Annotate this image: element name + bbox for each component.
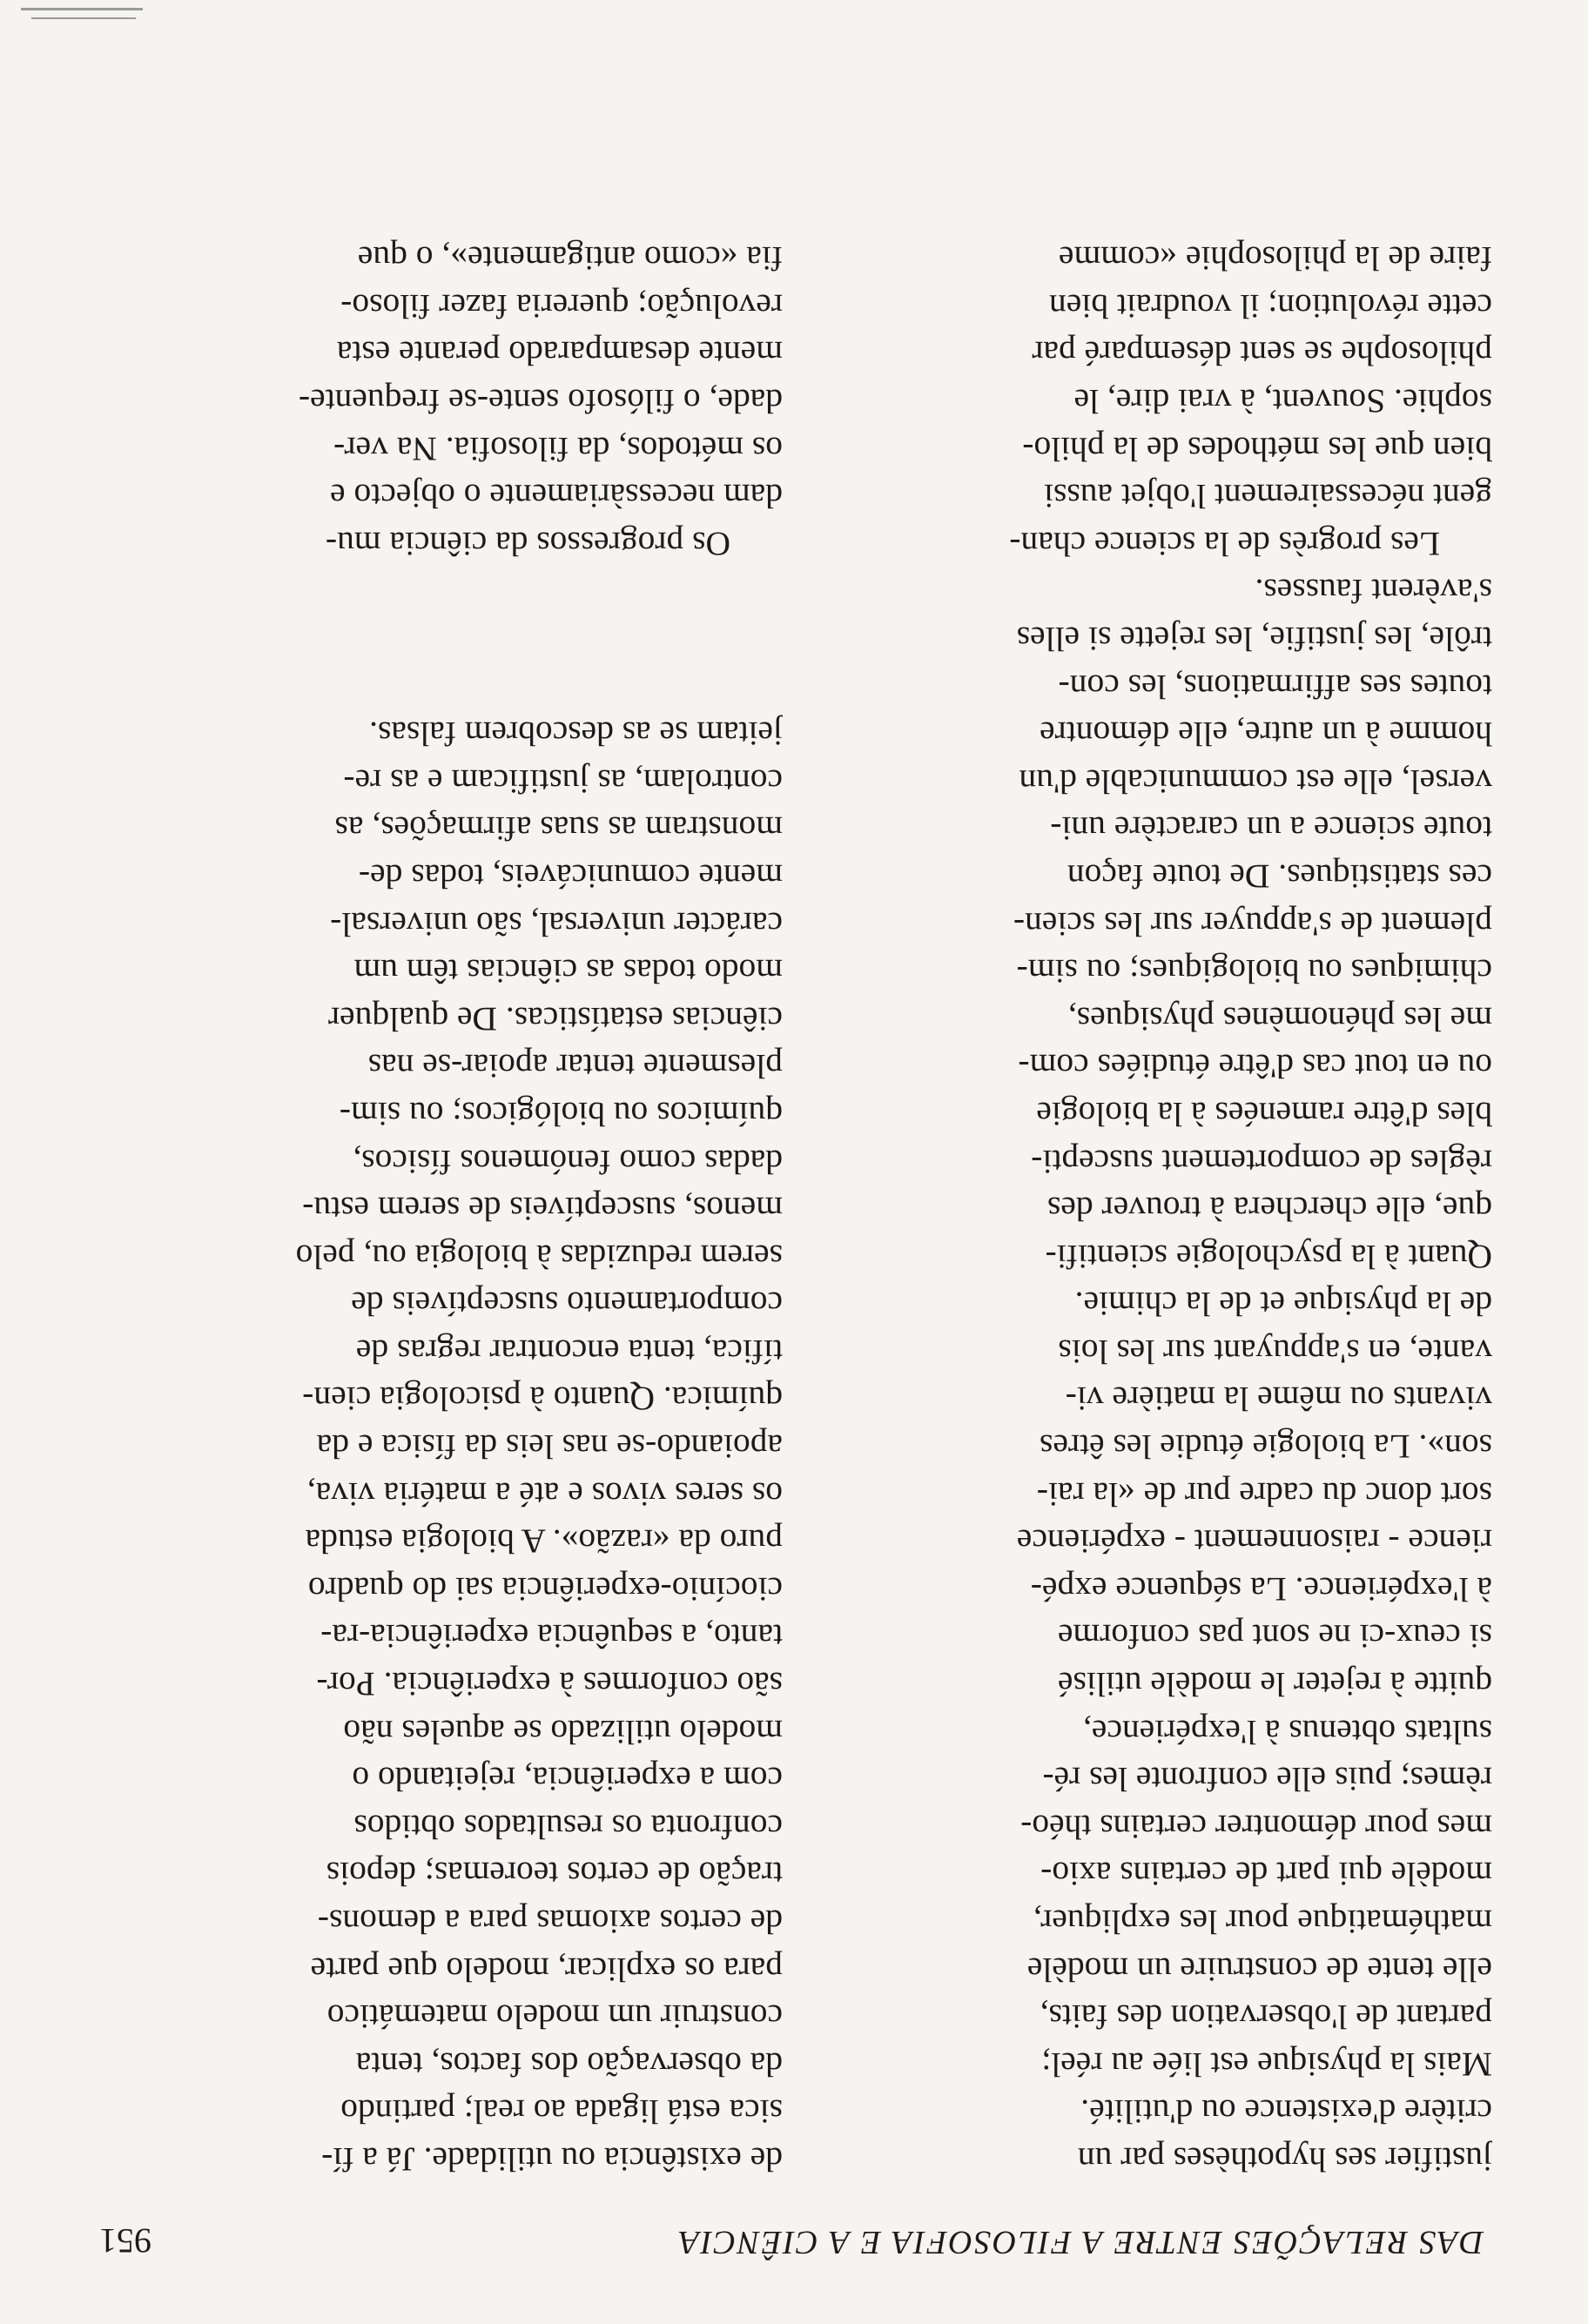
text-line: mente desamparado perante esta — [336, 334, 783, 373]
text-line: fia «como antigamente», o que — [357, 239, 783, 279]
text-line: ciocínio-experiência sai do quadro — [307, 1569, 783, 1609]
text-line: ou en tout cas d'être étudiées com- — [1018, 1047, 1492, 1086]
text-line: química. Quanto à psicologia cien- — [302, 1380, 783, 1419]
text-line: modèle qui part de certains axio- — [1040, 1855, 1492, 1894]
paragraph-gap — [134, 568, 783, 615]
text-line: versel, elle est communicable d'un — [1019, 762, 1492, 801]
text-line: quitte à rejeter le modèle utilisé — [1057, 1665, 1492, 1704]
text-line: cette révolution; il voudrait bien — [1049, 286, 1492, 326]
text-line: dadas como fenómenos físicos, — [353, 1142, 783, 1181]
text-line: menos, susceptíveis de serem estu- — [302, 1190, 783, 1229]
text-line: modelo utilizado se aqueles não — [343, 1712, 783, 1751]
text-line: mes pour démontrer certains théo- — [1020, 1807, 1492, 1846]
text-line: apoiando-se nas leis da física e da — [316, 1427, 783, 1467]
text-line: son». La biologie étudie les êtres — [1040, 1427, 1492, 1467]
text-line: carácter universal, são universal- — [330, 904, 783, 944]
text-line: philosophe se sent désemparé par — [1032, 334, 1492, 373]
text-line: tanto, a sequência experiência-ra- — [320, 1617, 783, 1656]
text-line: ces statistiques. De toute façon — [1067, 856, 1492, 896]
text-line: chimiques ou biologiques; ou sim- — [1016, 952, 1492, 991]
text-line: plesmente tentar apoiar-se nas — [367, 1047, 783, 1086]
text-line: mente comunicáveis, todas de- — [359, 856, 783, 896]
text-line: Mais la physique est liée au réel; — [1041, 2045, 1492, 2084]
text-line: elle tente de construire un modèle — [1026, 1950, 1492, 1989]
text-line: serem reduzidas à biologia ou, pelo — [295, 1237, 783, 1276]
text-line: de la physique et de la chimie. — [1074, 1285, 1492, 1324]
text-line: faire de la philosophie «comme — [1059, 239, 1492, 279]
scan-edge-mark — [31, 17, 136, 19]
text-line: comportamento susceptíveis de — [351, 1285, 783, 1324]
paragraph-gap — [134, 662, 783, 710]
text-line: controlam, as justificam e as re- — [343, 762, 783, 801]
text-line: bien que les méthodes de la philo- — [1022, 429, 1492, 468]
page-header — [99, 2209, 1484, 2261]
text-line: rience - raisonnement - expérience — [1016, 1522, 1492, 1562]
text-line: à l'expérience. La séquence expé- — [1030, 1569, 1492, 1609]
portuguese-column — [134, 235, 783, 2183]
text-line: toutes ses affirmations, les con- — [1058, 667, 1492, 706]
text-line: toute science a un caractère uni- — [1050, 809, 1492, 849]
text-line: gent nécessairement l'objet aussi — [1044, 477, 1492, 516]
running-title: DAS RELAÇÕES ENTRE A FILOSOFIA E A CIÊNCIA — [677, 2224, 1484, 2260]
text-line: para os explicar, modelo que parte — [310, 1950, 783, 1989]
text-line: Quant à la psychologie scientifi- — [1045, 1237, 1492, 1276]
text-line: sort donc du cadre pur de «la rai- — [1036, 1474, 1492, 1514]
text-line: com a experiência, rejeitando o — [352, 1760, 783, 1799]
text-line: Os progressos da ciência mu- — [325, 524, 730, 563]
text-line: são conformes à experiência. Por- — [316, 1665, 783, 1704]
text-line: homme à un autre, elle démontre — [1040, 715, 1492, 754]
text-line: modo todas as ciências têm um — [353, 952, 783, 991]
text-line: s'avèrent fausses. — [1255, 572, 1492, 611]
text-line: rèmes; puis elle confronte les ré- — [1042, 1760, 1492, 1799]
text-line: mathématique pour les expliquer, — [1033, 1903, 1492, 1942]
text-line: tração de certos teoremas; depois — [326, 1855, 783, 1894]
text-line: ciências estatísticas. De qualquer — [327, 999, 783, 1038]
text-line: me les phénomènes physiques, — [1067, 999, 1492, 1038]
text-line: vivants ou même la matière vi- — [1065, 1380, 1492, 1419]
text-line: critère d'existence ou d'utilité. — [1080, 2092, 1492, 2132]
scan-edge-mark — [21, 8, 143, 10]
text-line: os métodos, da filosofia. Na ver- — [333, 429, 783, 468]
text-line: sophie. Souvent, à vrai dire, le — [1073, 382, 1492, 421]
text-line: que, elle cherchera à trouver des — [1046, 1190, 1492, 1229]
text-line: os seres vivos e até a matéria viva, — [306, 1474, 783, 1514]
text-line: da observação dos factos, tenta — [355, 2045, 783, 2084]
text-line: bles d'être ramenées à la biologie — [1036, 1094, 1492, 1133]
text-line: puro da «razão». A biologia estuda — [305, 1522, 783, 1562]
text-line: règles de comportement suscepti- — [1031, 1142, 1492, 1181]
text-line: construir um modelo matemático — [326, 1998, 783, 2037]
text-line: monstram as suas afirmações, as — [334, 809, 783, 849]
text-line: de existência ou utilidade. Já a fí- — [321, 2140, 783, 2179]
text-line: sultats obtenus à l'expérience, — [1083, 1712, 1492, 1751]
french-column — [844, 235, 1492, 2183]
text-line: de certos axiomas para a demons- — [317, 1903, 783, 1942]
text-line: partant de l'observation des faits, — [1040, 1998, 1492, 2037]
text-line: revolução; quereria fazer filoso- — [340, 286, 783, 326]
text-line: plement de s'appuyer sur les scien- — [1013, 904, 1492, 944]
text-line: trôle, les justifie, les rejette si elles — [1016, 620, 1492, 658]
text-line: justifier ses hypothèses par un — [1077, 2140, 1492, 2179]
text-line: Les progrès de la science chan- — [1009, 524, 1440, 563]
text-line: sica está ligada ao real; partindo — [340, 2092, 783, 2132]
text-line: si ceux-ci ne sont pas conforme — [1057, 1617, 1492, 1656]
text-line: químicos ou biológicos; ou sim- — [339, 1094, 783, 1133]
text-line: vante, en s'appuyant sur les lois — [1058, 1332, 1492, 1371]
paragraph-gap — [134, 615, 783, 662]
text-line: dade, o filósofo sente-se frequente- — [298, 382, 783, 421]
page-number: 951 — [99, 2221, 151, 2260]
text-line: jeitam se as descobrem falsas. — [369, 715, 783, 754]
text-line: confronta os resultados obtidos — [353, 1807, 783, 1846]
text-line: tífica, tenta encontrar regras de — [355, 1332, 783, 1371]
text-line: dam necessàriamente o objecto e — [330, 477, 783, 516]
